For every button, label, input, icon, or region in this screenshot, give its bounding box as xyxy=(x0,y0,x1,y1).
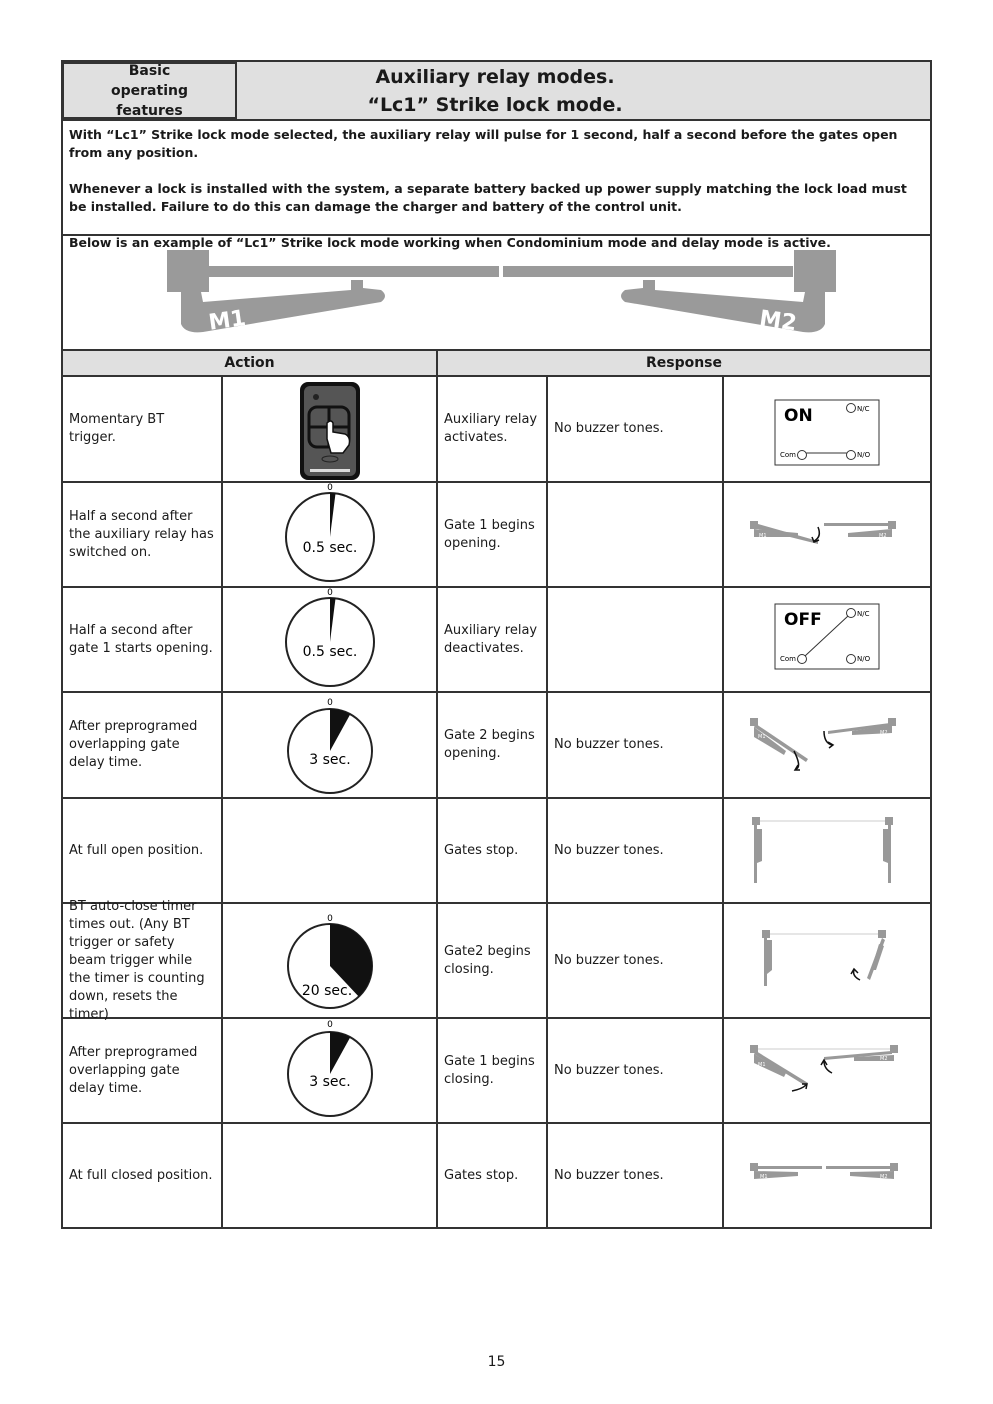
gate-m2-label: M2 xyxy=(880,1174,888,1180)
note-label: No buzzer tones. xyxy=(554,737,664,752)
response-label: Gates stop. xyxy=(444,842,519,858)
title-line-1: Auxiliary relay modes. xyxy=(375,65,615,88)
response-label: Gate 1 begins opening. xyxy=(444,517,535,551)
title-line-2: “Lc1” Strike lock mode. xyxy=(367,93,623,116)
response-text xyxy=(438,799,546,902)
page-title xyxy=(238,62,752,119)
action-text: Half a second after gate 1 starts opening. xyxy=(69,622,213,656)
response-label: Gates stop. xyxy=(444,1167,519,1183)
response-text xyxy=(438,693,546,797)
gate-overview-diagram xyxy=(63,236,930,349)
relay-state-on: ON xyxy=(784,406,813,426)
relay-no-label: N/O xyxy=(857,655,871,663)
gate2-closing-icon xyxy=(724,904,930,1017)
gates-open-icon xyxy=(724,799,930,902)
timer-cell xyxy=(223,693,436,797)
response-text xyxy=(438,377,546,481)
table-row xyxy=(63,898,221,1022)
gate-m2-label: M2 xyxy=(879,533,887,539)
intro-paragraph-2: Whenever a lock is installed with the system, a separate battery backed up power supply matching the lock load must be installed. Failure to do this can damage the charger and battery of the control unit. xyxy=(69,181,907,214)
note-text xyxy=(548,904,722,1017)
column-header-action xyxy=(61,349,438,377)
note-text xyxy=(548,693,722,797)
gate-m1-label: M1 xyxy=(759,533,767,539)
gate-diagram-box xyxy=(61,234,932,351)
note-label: No buzzer tones. xyxy=(554,1062,664,1078)
table-row xyxy=(63,588,221,691)
action-text: Momentary BT trigger. xyxy=(69,412,165,445)
response-text xyxy=(438,588,546,691)
note-text xyxy=(548,377,722,481)
timer-zero-label: 0 xyxy=(327,483,333,493)
gate1-closing-icon xyxy=(724,1019,930,1122)
relay-on-diagram xyxy=(724,377,930,481)
timer-cell xyxy=(223,588,436,691)
gate-m1-label: M1 xyxy=(758,734,766,740)
gate2-opening-icon xyxy=(724,693,930,797)
action-text: Half a second after the auxiliary relay has switched on. xyxy=(69,508,214,560)
intro-paragraph-3: Below is an example of “Lc1” Strike lock mode working when Condominium mode and delay mode is active. xyxy=(69,235,831,250)
diagram-m2-label: M2 xyxy=(757,306,799,337)
response-text xyxy=(438,1019,546,1122)
table-row xyxy=(63,1019,221,1122)
response-text xyxy=(438,904,546,1017)
timer-zero-label: 0 xyxy=(327,698,333,708)
action-text: At full open position. xyxy=(69,842,204,858)
response-label: Gate 1 begins closing. xyxy=(444,1053,535,1087)
gate-m1-label: M1 xyxy=(758,1062,766,1068)
relay-com-label: Com xyxy=(780,451,796,459)
note-text xyxy=(548,1124,722,1227)
relay-nc-label: N/C xyxy=(857,405,870,413)
timer-label: 3 sec. xyxy=(309,1074,351,1090)
table-row xyxy=(63,377,221,481)
action-header-label: Action xyxy=(224,355,275,371)
table-row xyxy=(63,693,221,797)
remote-control-icon xyxy=(223,377,436,481)
table-row xyxy=(63,1124,221,1227)
table-row xyxy=(63,799,221,902)
response-label: Auxiliary relay deactivates. xyxy=(444,622,538,656)
table-row xyxy=(63,483,221,586)
note-label: No buzzer tones. xyxy=(554,1167,664,1183)
gate-m2-label: M2 xyxy=(880,1056,888,1062)
timer-cell xyxy=(223,1019,436,1122)
response-label: Auxiliary relay activates. xyxy=(444,412,538,445)
intro-box xyxy=(61,119,932,250)
response-text xyxy=(438,483,546,586)
timer-cell xyxy=(223,904,436,1017)
timer-zero-label: 0 xyxy=(327,588,333,598)
note-text xyxy=(548,1019,722,1122)
gate-m1-label: M1 xyxy=(760,1174,768,1180)
page-number xyxy=(0,1354,993,1370)
response-label: Gate 2 begins opening. xyxy=(444,728,535,761)
diagram-m1-label: M1 xyxy=(207,305,248,336)
note-label: No buzzer tones. xyxy=(554,421,664,436)
section-label-text: Basic operating features xyxy=(111,62,188,119)
timer-label: 0.5 sec. xyxy=(302,644,358,660)
section-label xyxy=(62,62,237,119)
gate-m2-label: M2 xyxy=(880,730,888,736)
relay-off-diagram xyxy=(724,588,930,691)
action-text: After preprogramed overlapping gate delay time. xyxy=(69,719,198,770)
response-text xyxy=(438,1124,546,1227)
response-label: Gate2 begins closing. xyxy=(444,943,531,977)
gate1-opening-icon xyxy=(724,483,930,586)
timer-zero-label: 0 xyxy=(327,914,333,924)
action-text: At full closed position. xyxy=(69,1167,213,1183)
note-text xyxy=(548,799,722,902)
gates-closed-icon xyxy=(724,1124,930,1227)
action-text: BT auto-close timer times out. (Any BT trigger or safety beam trigger while the timer is counting down, resets the timer) xyxy=(69,898,205,1022)
intro-paragraph-1: With “Lc1” Strike lock mode selected, the auxiliary relay will pulse for 1 second, half a second before the gates open from any position. xyxy=(69,127,898,160)
relay-no-label: N/O xyxy=(857,451,871,459)
relay-state-off: OFF xyxy=(784,610,822,630)
response-header-label: Response xyxy=(645,355,723,371)
note-label: No buzzer tones. xyxy=(554,842,664,858)
timer-cell xyxy=(223,483,436,586)
note-label: No buzzer tones. xyxy=(554,952,664,968)
relay-nc-label: N/C xyxy=(857,610,870,618)
timer-label: 0.5 sec. xyxy=(302,540,358,556)
timer-zero-label: 0 xyxy=(327,1020,333,1030)
relay-com-label: Com xyxy=(780,655,796,663)
action-text: After preprogramed overlapping gate delay time. xyxy=(69,1044,198,1096)
column-header-response xyxy=(436,349,932,377)
timer-label: 20 sec. xyxy=(301,983,353,999)
timer-label: 3 sec. xyxy=(309,752,351,768)
page-number-text: 15 xyxy=(487,1354,506,1370)
